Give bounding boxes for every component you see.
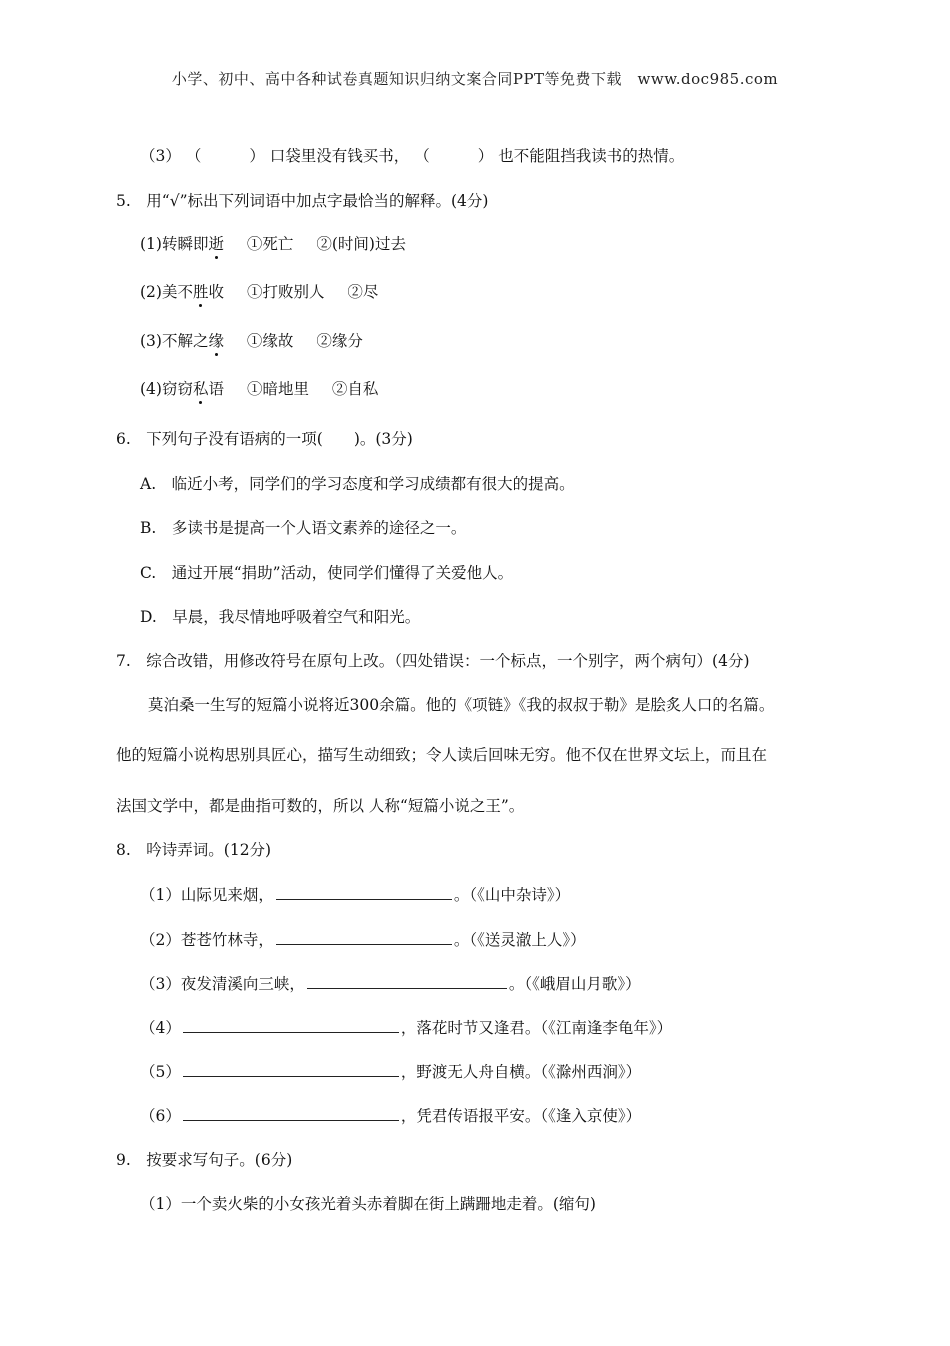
q4-item-3-num: （3） [140,147,181,165]
q5-item-4-pre: (4)窃窃 [140,380,193,398]
q5-item-4-option-2[interactable]: ②自私 [331,380,379,398]
answer-blank[interactable] [183,1060,399,1077]
q5-item-2-option-2[interactable]: ②尽 [347,283,379,301]
q8-item-6 [140,1104,641,1126]
q4-blank-1-open: （ [185,147,202,165]
q5-item-4-post: 语 [208,380,224,398]
q5-item-4 [140,379,378,399]
emphasis-dot-char: 胜 [192,283,209,301]
q4-blank-1-close: ） [249,147,265,165]
q8-item-3-after: 。（《峨眉山月歌》） [508,975,641,993]
q8-item-2-after: 。（《送灵澈上人》） [453,931,586,949]
q8-item-3-before: 夜发清溪向三峡， [180,975,305,993]
q8-item-5 [140,1060,641,1082]
q5-item-3-pre: (3)不解之 [140,332,209,350]
q8-item-6-num: （6） [140,1107,181,1125]
q5-item-3 [140,331,363,351]
q7-para-line-3: 法国文学中，都是曲指可数的，所以 人称“短篇小说之王”。 [116,797,525,815]
answer-blank[interactable] [307,972,507,989]
q4-item-3-tail: 也不能阻挡我读书的热情。 [498,147,685,165]
q7-para-line-1: 莫泊桑一生写的短篇小说将近300余篇。他的《项链》《我的叔叔于勒》是脍炙人口的名篇。 [148,696,775,714]
q6-option-d[interactable]: D. 早晨，我尽情地呼吸着空气和阳光。 [140,608,421,626]
q5-item-1-pre: (1)转瞬即 [140,235,209,253]
q8-item-1-before: 山际见来烟， [180,886,274,904]
q8-item-3 [140,972,641,994]
q8-item-4 [140,1016,672,1038]
q8-item-1-after: 。（《山中杂诗》） [453,886,571,904]
q8-item-5-after: ，野渡无人舟自横。（《滁州西涧》） [400,1063,642,1081]
q9-item-1: （1）一个卖火柴的小女孩光着头赤着脚在街上蹒跚地走着。(缩句) [140,1195,596,1213]
q8-item-2 [140,928,586,950]
q5-item-2-post: 收 [208,283,224,301]
q8-item-5-num: （5） [140,1063,181,1081]
q8-item-1 [140,883,570,905]
q5-item-1-option-1[interactable]: ①死亡 [246,235,294,253]
q5-item-1 [140,234,406,254]
q8-item-4-num: （4） [140,1019,181,1037]
q5-stem: 5. 用“√”标出下列词语中加点字最恰当的解释。(4分) [116,192,489,210]
q5-item-3-option-1[interactable]: ①缘故 [246,332,294,350]
q5-item-4-option-1[interactable]: ①暗地里 [246,380,309,398]
answer-blank[interactable] [183,1016,399,1033]
q8-item-4-after: ，落花时节又逢君。（《江南逢李龟年》） [400,1019,673,1037]
q6-stem: 6. 下列句子没有语病的一项( )。(3分) [116,430,413,448]
q7-stem: 7. 综合改错，用修改符号在原句上改。（四处错误：一个标点，一个别字，两个病句）(4分) [116,652,750,670]
q5-item-2-option-1[interactable]: ①打败别人 [246,283,325,301]
q5-item-2 [140,282,378,302]
q4-blank-2-close: ） [477,147,494,165]
q6-option-c[interactable]: C. 通过开展“捐助”活动，使同学们懂得了关爱他人。 [140,564,514,582]
q8-item-1-num: （1） [140,886,181,904]
page-header: 小学、初中、高中各种试卷真题知识归纳文案合同PPT等免费下载 www.doc985.com [171,70,779,88]
q4-item-3-mid: 口袋里没有钱买书， [269,147,410,165]
q8-item-6-after: ，凭君传语报平安。（《逢入京使》） [400,1107,642,1125]
answer-blank[interactable] [183,1104,399,1121]
emphasis-dot-char: 逝 [208,235,224,253]
q8-stem: 8. 吟诗弄词。(12分) [116,841,272,859]
emphasis-dot-char: 缘 [208,332,224,350]
emphasis-dot-char: 私 [192,380,209,398]
answer-blank[interactable] [276,928,452,945]
q6-option-a[interactable]: A. 临近小考，同学们的学习态度和学习成绩都有很大的提高。 [140,475,575,493]
q5-item-3-option-2[interactable]: ②缘分 [316,332,363,350]
q4-item-3 [140,146,684,166]
q6-option-b[interactable]: B. 多读书是提高一个人语文素养的途径之一。 [140,519,467,537]
answer-blank[interactable] [276,883,452,900]
q9-stem: 9. 按要求写句子。(6分) [116,1151,293,1169]
q8-item-3-num: （3） [140,975,181,993]
q5-item-1-option-2[interactable]: ②(时间)过去 [316,235,406,253]
q7-para-line-2: 他的短篇小说构思别具匠心，描写生动细致；令人读后回味无穷。他不仅在世界文坛上，而且在 [116,746,768,764]
q5-item-2-pre: (2)美不 [140,283,193,301]
q8-item-2-num: （2） [140,931,181,949]
q4-blank-2-open: （ [414,147,430,165]
q8-item-2-before: 苍苍竹林寺， [180,931,274,949]
